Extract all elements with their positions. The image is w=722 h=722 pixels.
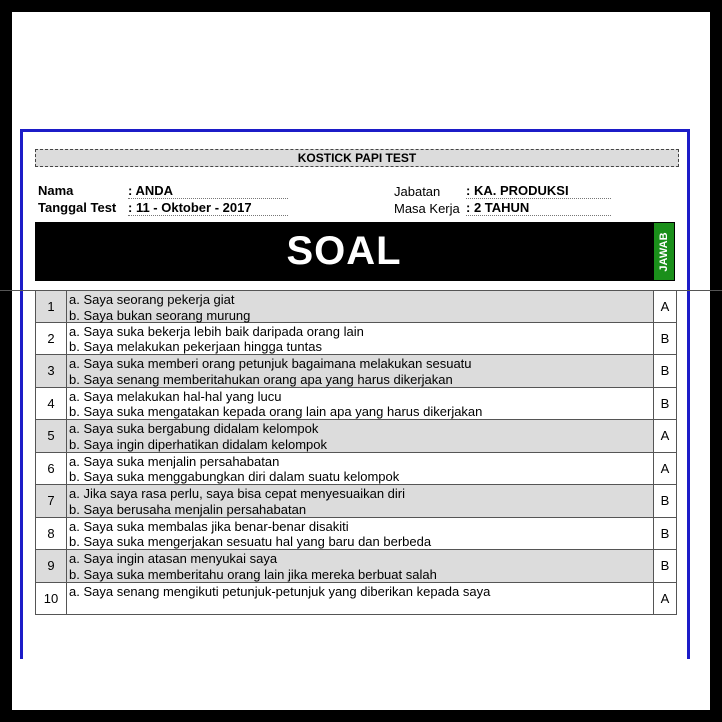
table-row — [35, 550, 677, 583]
jabatan-label: Jabatan — [394, 184, 441, 199]
answer-cell[interactable]: B — [653, 485, 676, 517]
option-b: b. Saya melakukan pekerjaan hingga tuntas — [69, 339, 322, 354]
question-number: 4 — [36, 388, 67, 420]
question-table — [35, 290, 677, 615]
masa-kerja-label: Masa Kerja — [394, 201, 460, 216]
table-row — [35, 290, 677, 323]
question-options — [69, 324, 364, 355]
option-a: a. Saya suka menjalin persahabatan — [69, 453, 280, 469]
option-b: b. Saya senang memberitahukan orang apa yang harus dikerjakan — [69, 371, 453, 387]
question-number: 3 — [36, 355, 67, 387]
answer-cell[interactable]: B — [653, 518, 676, 550]
overlay-line — [0, 290, 722, 291]
question-options — [69, 421, 327, 452]
question-number: 8 — [36, 518, 67, 550]
soal-banner: SOAL — [35, 222, 653, 281]
nama-value: : ANDA — [128, 183, 288, 199]
question-number: 5 — [36, 420, 67, 452]
table-row — [35, 583, 677, 616]
jawab-label: JAWAB — [658, 231, 670, 272]
answer-cell[interactable]: B — [653, 323, 676, 355]
document-title: KOSTICK PAPI TEST — [35, 149, 679, 167]
table-row — [35, 420, 677, 453]
document-sheet — [20, 129, 690, 659]
table-row — [35, 388, 677, 421]
question-options — [69, 389, 482, 420]
table-row — [35, 518, 677, 551]
table-row — [35, 323, 677, 356]
answer-cell[interactable]: A — [653, 420, 676, 452]
question-number: 7 — [36, 485, 67, 517]
image-frame — [12, 12, 710, 710]
nama-label: Nama — [38, 183, 74, 198]
answer-cell[interactable]: A — [653, 583, 676, 615]
option-b: b. Saya suka menggabungkan diri dalam suatu kelompok — [69, 469, 400, 484]
question-number: 6 — [36, 453, 67, 485]
option-a: a. Jika saya rasa perlu, saya bisa cepat menyesuaikan diri — [69, 486, 406, 501]
question-number: 10 — [36, 583, 67, 615]
answer-cell[interactable]: A — [653, 453, 676, 485]
option-a: a. Saya ingin atasan menyukai saya — [69, 551, 278, 566]
tanggal-value: : 11 - Oktober - 2017 — [128, 200, 288, 216]
answer-cell[interactable]: B — [653, 388, 676, 420]
question-options — [69, 519, 431, 550]
table-row — [35, 453, 677, 486]
option-b: b. Saya ingin diperhatikan didalam kelompok — [69, 436, 327, 452]
question-options — [69, 454, 399, 485]
question-number: 2 — [36, 323, 67, 355]
option-b: b. Saya bukan seorang murung — [69, 307, 251, 323]
option-b: b. Saya berusaha menjalin persahabatan — [69, 501, 307, 517]
table-row — [35, 355, 677, 388]
tanggal-label: Tanggal Test — [38, 200, 117, 215]
option-a: a. Saya seorang pekerja giat — [69, 292, 235, 307]
answer-cell[interactable]: A — [653, 291, 676, 322]
jabatan-value: : KA. PRODUKSI — [466, 183, 611, 199]
table-row — [35, 485, 677, 518]
option-b: b. Saya suka memberitahu orang lain jika mereka berbuat salah — [69, 566, 437, 582]
option-a: a. Saya suka bergabung didalam kelompok — [69, 421, 319, 436]
answer-cell[interactable]: B — [653, 355, 676, 387]
question-options — [69, 551, 437, 582]
option-a: a. Saya suka memberi orang petunjuk bagaimana melakukan sesuatu — [69, 356, 472, 371]
option-a: a. Saya melakukan hal-hal yang lucu — [69, 388, 282, 404]
question-options — [69, 486, 405, 517]
question-options — [69, 292, 250, 323]
jawab-header — [653, 222, 675, 281]
option-a: a. Saya suka membalas jika benar-benar disakiti — [69, 518, 349, 534]
answer-cell[interactable]: B — [653, 550, 676, 582]
option-b: b. Saya suka mengerjakan sesuatu hal yang baru dan berbeda — [69, 534, 432, 549]
question-options — [69, 356, 472, 387]
question-number: 1 — [36, 291, 67, 322]
question-number: 9 — [36, 550, 67, 582]
masa-kerja-value: : 2 TAHUN — [466, 200, 611, 216]
question-options — [69, 584, 490, 600]
option-a: a. Saya senang mengikuti petunjuk-petunjuk yang diberikan kepada saya — [69, 583, 491, 599]
option-a: a. Saya suka bekerja lebih baik daripada orang lain — [69, 323, 364, 339]
option-b: b. Saya suka mengatakan kepada orang lain apa yang harus dikerjakan — [69, 404, 483, 419]
